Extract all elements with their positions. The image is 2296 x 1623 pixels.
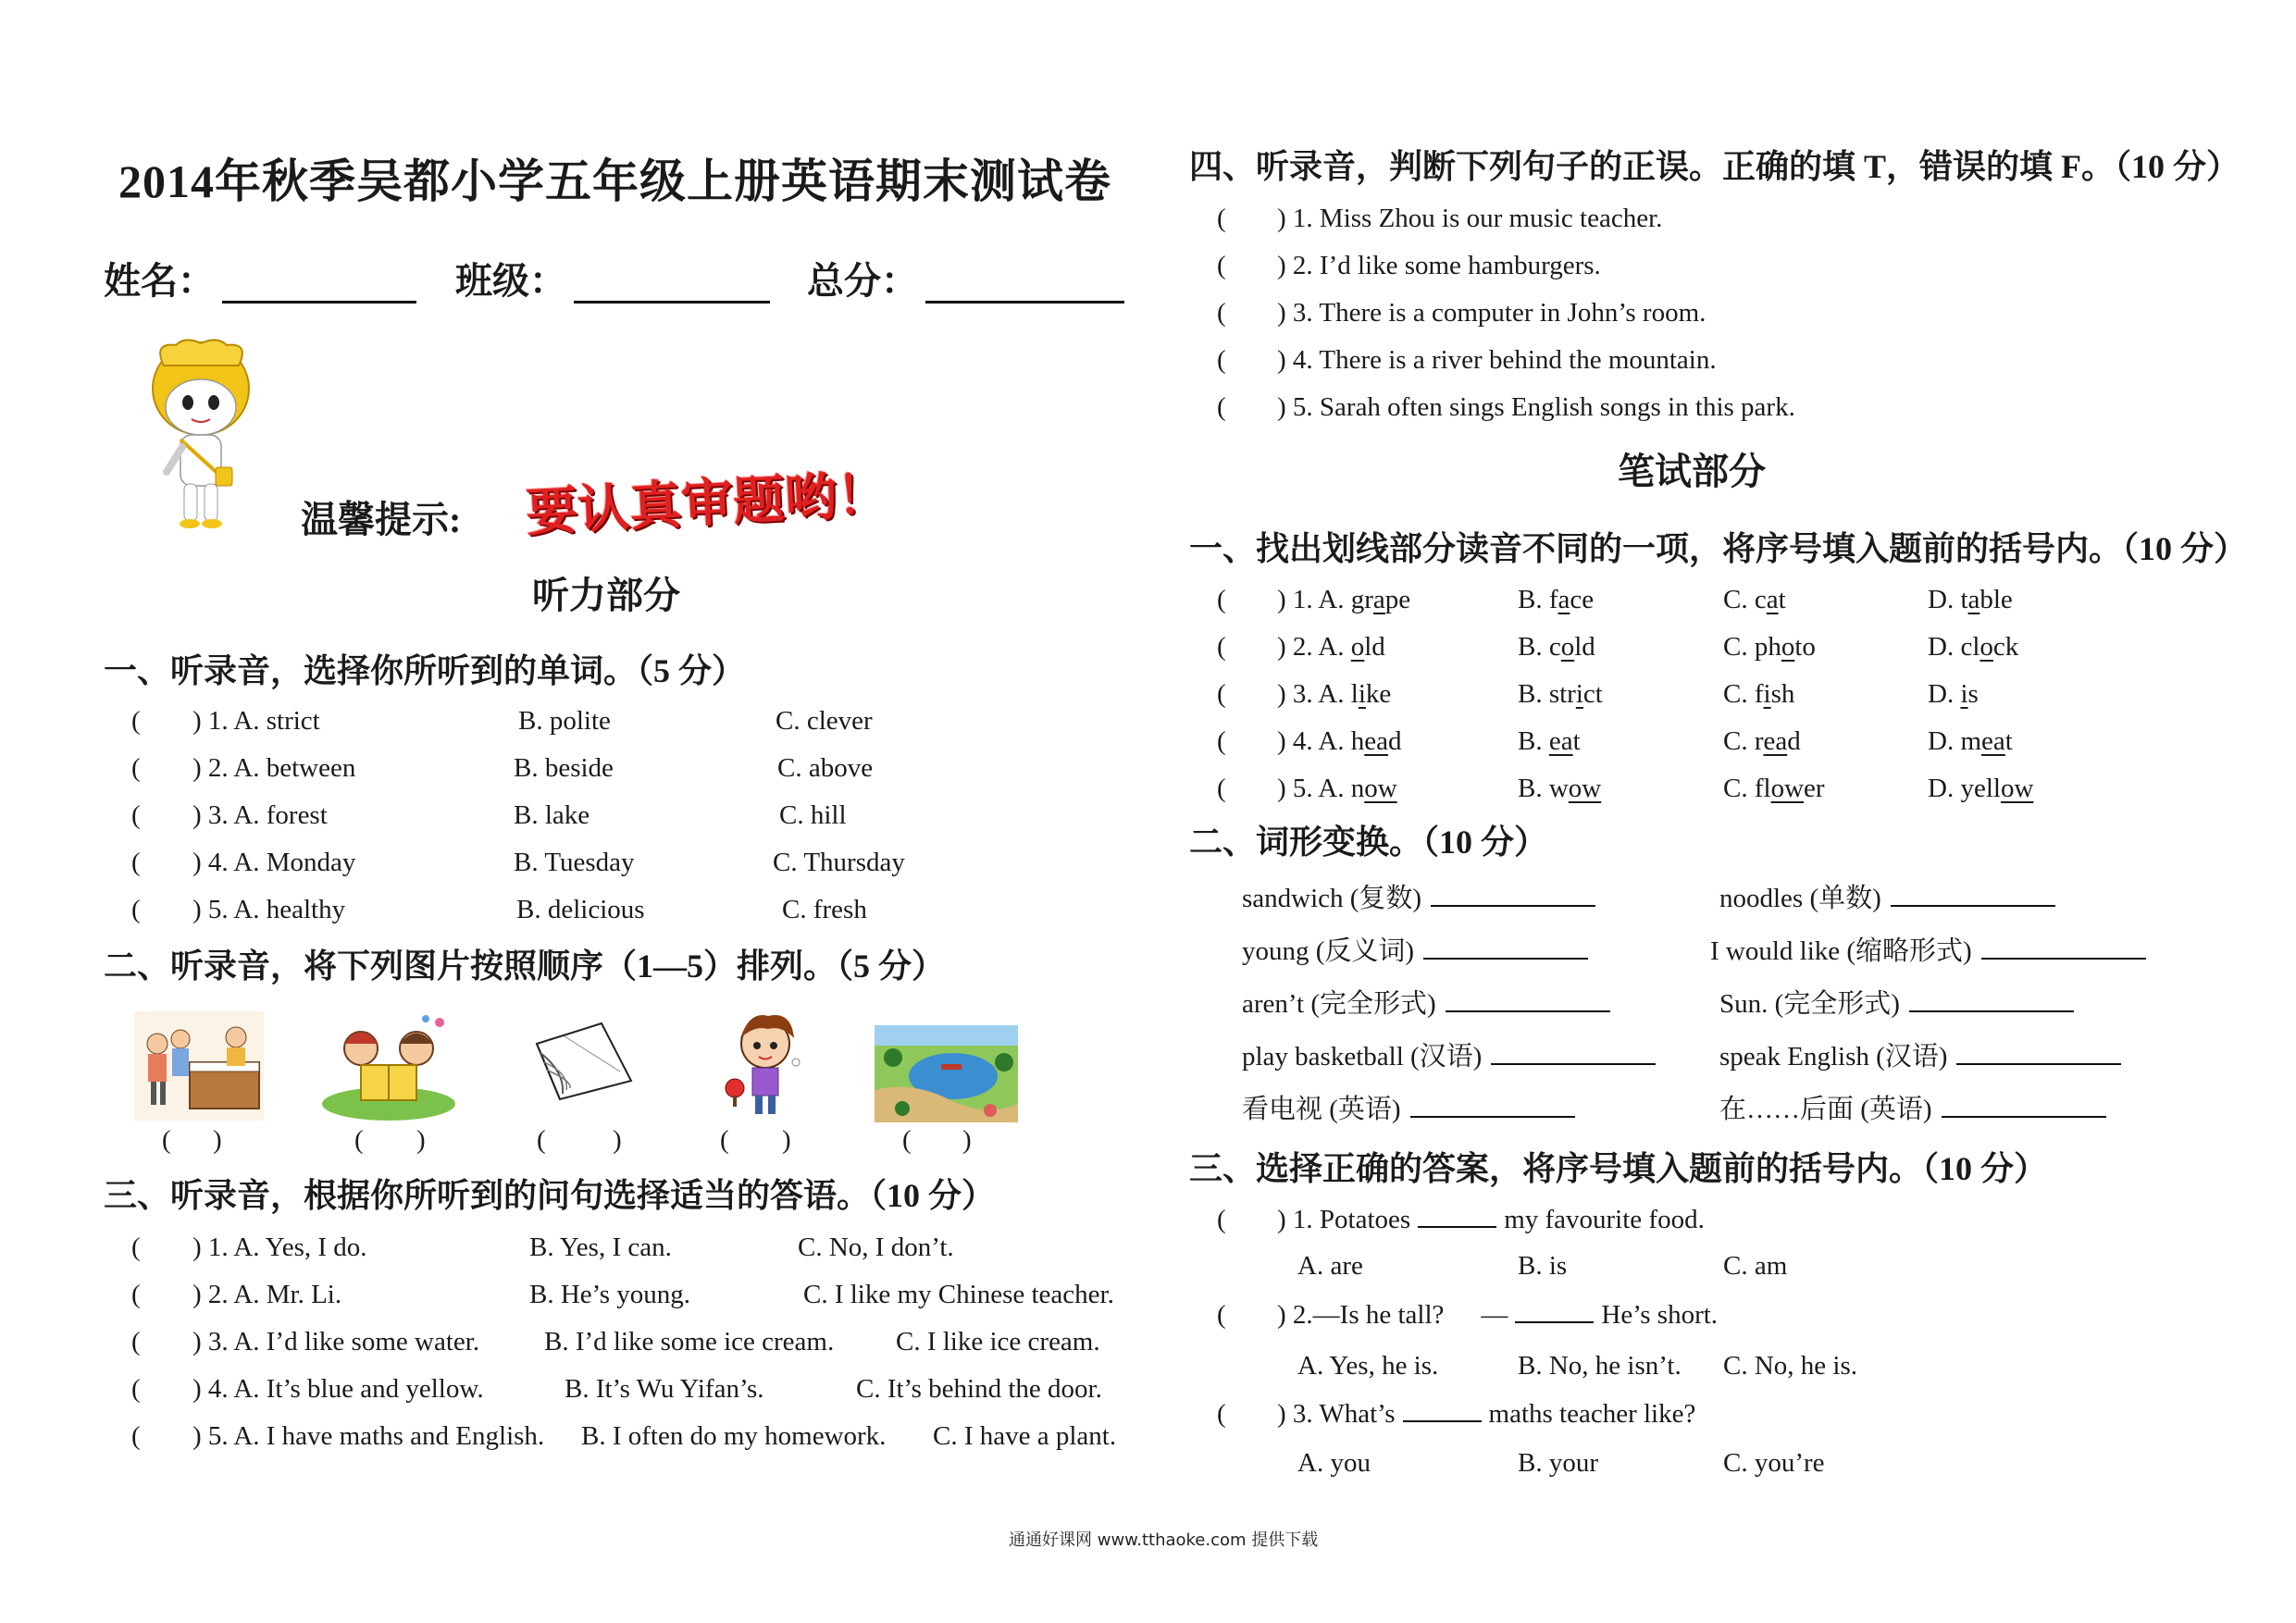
option-a: ) 5. A. now xyxy=(1277,774,1397,803)
class-label: 班级： xyxy=(455,260,566,302)
option-b: B. is xyxy=(1518,1251,1568,1281)
option-a: ) 4. A. head xyxy=(1277,726,1402,756)
answer-paren[interactable]: ( xyxy=(131,706,141,736)
listening-heading: 听力部分 xyxy=(532,575,680,616)
option-a: A. are xyxy=(1297,1251,1363,1281)
option-b: B. strict xyxy=(1518,679,1603,709)
answer-blank[interactable] xyxy=(1491,1062,1656,1065)
answer-blank[interactable] xyxy=(1909,1010,2074,1012)
answer-paren[interactable]: ( xyxy=(1217,251,1226,280)
option-a: ) 3. A. forest xyxy=(192,800,328,830)
answer-paren[interactable]: ( xyxy=(1217,679,1226,709)
option-b: B. Tuesday xyxy=(514,848,635,877)
answer-blank[interactable] xyxy=(1942,1115,2106,1118)
answer-paren[interactable]: ( xyxy=(1217,204,1226,233)
option-d: D. yellow xyxy=(1928,774,2034,803)
word-form-item: noodles (单数) xyxy=(1719,877,2055,915)
option-b: B. He’s young. xyxy=(529,1280,690,1309)
score-field[interactable] xyxy=(925,264,1124,304)
score-label: 总分： xyxy=(807,260,918,302)
answer-paren[interactable]: ( xyxy=(1217,1399,1226,1429)
answer-paren[interactable]: ( xyxy=(131,848,141,877)
tip-stamp: 要认真审题哟！ xyxy=(524,464,890,544)
question-3: ) 3. What’s maths teacher like? xyxy=(1277,1399,1696,1429)
answer-paren-close: ) xyxy=(962,1125,972,1155)
option-c: C. I like my Chinese teacher. xyxy=(803,1280,1114,1309)
option-a: ) 4. A. Monday xyxy=(192,848,356,877)
answer-paren-close: ) xyxy=(416,1125,426,1155)
answer-blank[interactable] xyxy=(1956,1062,2121,1065)
answer-paren[interactable]: ( xyxy=(902,1125,912,1155)
answer-blank[interactable] xyxy=(1515,1320,1594,1323)
option-b: B. cold xyxy=(1518,632,1595,662)
name-label: 姓名： xyxy=(104,260,215,302)
option-b: B. delicious xyxy=(516,895,645,924)
word-form-item: young (反义词) xyxy=(1242,930,1588,968)
answer-paren-close: ) xyxy=(213,1125,222,1155)
answer-blank[interactable] xyxy=(1423,957,1588,960)
option-c: C. It’s behind the door. xyxy=(856,1374,1102,1404)
answer-paren[interactable]: ( xyxy=(162,1125,171,1155)
answer-paren[interactable]: ( xyxy=(131,800,141,830)
option-b: B. It’s Wu Yifan’s. xyxy=(565,1374,764,1404)
option-c: C. I like ice cream. xyxy=(896,1327,1100,1357)
option-a: ) 1. A. Yes, I do. xyxy=(192,1233,367,1262)
answer-paren[interactable]: ( xyxy=(131,1374,141,1404)
answer-paren[interactable]: ( xyxy=(1217,585,1226,614)
word-form-item: 看电视 (英语) xyxy=(1242,1088,1575,1126)
answer-blank[interactable] xyxy=(1981,957,2146,960)
answer-paren[interactable]: ( xyxy=(131,1233,141,1262)
option-d: D. meat xyxy=(1928,726,2013,756)
question-1: ) 1. Potatoes my favourite food. xyxy=(1277,1205,1705,1234)
writing-part3-title: 三、选择正确的答案，将序号填入题前的括号内。（10 分） xyxy=(1189,1150,2048,1187)
writing-part1-title: 一、找出划线部分读音不同的一项，将序号填入题前的括号内。（10 分） xyxy=(1189,530,2248,567)
option-c: C. above xyxy=(777,753,874,783)
option-c: C. No, he is. xyxy=(1723,1351,1857,1381)
option-b: B. No, he isn’t. xyxy=(1518,1351,1682,1381)
option-c: C. am xyxy=(1723,1251,1788,1281)
answer-blank[interactable] xyxy=(1431,904,1595,907)
option-a: ) 1. A. strict xyxy=(192,706,320,736)
option-a: ) 5. A. I have maths and English. xyxy=(192,1421,545,1451)
option-a: ) 2. A. Mr. Li. xyxy=(192,1280,342,1309)
class-field[interactable] xyxy=(574,264,770,304)
listening-part3-title: 三、听录音，根据你所听到的问句选择适当的答语。（10 分） xyxy=(104,1177,996,1214)
option-c: C. No, I don’t. xyxy=(798,1233,954,1262)
word-form-item: 在……后面 (英语) xyxy=(1719,1088,2106,1126)
answer-paren[interactable]: ( xyxy=(537,1125,546,1155)
answer-paren-close: ) xyxy=(782,1125,791,1155)
answer-blank[interactable] xyxy=(1446,1010,1610,1012)
listening-part4-title: 四、听录音，判断下列句子的正误。正确的填 T，错误的填 F。（10 分） xyxy=(1189,148,2240,185)
option-c: C. fish xyxy=(1723,679,1795,709)
option-c: C. flower xyxy=(1723,774,1825,803)
answer-paren[interactable]: ( xyxy=(1217,1300,1226,1330)
reading-kids-picture xyxy=(319,1011,458,1121)
option-a: ) 4. A. It’s blue and yellow. xyxy=(192,1374,484,1404)
option-b: B. eat xyxy=(1518,726,1581,756)
answer-paren[interactable]: ( xyxy=(1217,1205,1226,1234)
word-form-item: play basketball (汉语) xyxy=(1242,1035,1656,1073)
option-b: B. wow xyxy=(1518,774,1602,803)
mascot-image xyxy=(143,338,259,532)
tip-label: 温馨提示: xyxy=(301,499,462,540)
answer-blank[interactable] xyxy=(1410,1115,1575,1118)
option-c: C. fresh xyxy=(782,895,867,924)
answer-paren[interactable]: ( xyxy=(1217,392,1226,422)
word-form-item: Sun. (完全形式) xyxy=(1719,983,2074,1021)
option-c: C. you’re xyxy=(1723,1448,1825,1478)
answer-blank[interactable] xyxy=(1418,1225,1496,1228)
answer-paren[interactable]: ( xyxy=(131,1421,141,1451)
listening-part2-title: 二、听录音，将下列图片按照顺序（1—5）排列。（5 分） xyxy=(104,948,946,985)
statement: ) 2. I’d like some hamburgers. xyxy=(1277,251,1601,280)
option-c: C. hill xyxy=(779,800,847,830)
option-a: A. Yes, he is. xyxy=(1297,1351,1439,1381)
option-b: B. I’d like some ice cream. xyxy=(544,1327,835,1357)
writing-heading: 笔试部分 xyxy=(1618,451,1766,492)
option-c: C. clever xyxy=(776,706,873,736)
answer-blank[interactable] xyxy=(1891,904,2055,907)
option-b: B. I often do my homework. xyxy=(581,1421,887,1451)
page-title: 2014年秋季吴都小学五年级上册英语期末测试卷 xyxy=(118,155,1111,207)
option-c: C. read xyxy=(1723,726,1801,756)
statement: ) 3. There is a computer in John’s room. xyxy=(1277,298,1706,328)
option-a: ) 1. A. grape xyxy=(1277,585,1411,614)
option-a: ) 2. A. between xyxy=(192,753,356,783)
name-field[interactable] xyxy=(222,264,416,304)
answer-paren[interactable]: ( xyxy=(131,1280,141,1309)
piano-picture xyxy=(134,1011,264,1121)
option-a: ) 5. A. healthy xyxy=(192,895,346,924)
option-d: D. clock xyxy=(1928,632,2019,662)
option-d: D. table xyxy=(1928,585,2013,614)
statement: ) 4. There is a river behind the mountain. xyxy=(1277,345,1717,375)
answer-paren[interactable]: ( xyxy=(1217,726,1226,756)
question-2: ) 2.—Is he tall? — He’s short. xyxy=(1277,1300,1719,1330)
option-c: C. Thursday xyxy=(773,848,905,877)
statement: ) 1. Miss Zhou is our music teacher. xyxy=(1277,204,1663,233)
option-b: B. beside xyxy=(514,753,614,783)
option-a: A. you xyxy=(1297,1448,1371,1478)
option-d: D. is xyxy=(1928,679,1979,709)
answer-paren[interactable]: ( xyxy=(131,753,141,783)
word-form-item: aren’t (完全形式) xyxy=(1242,983,1610,1021)
option-b: B. Yes, I can. xyxy=(529,1233,672,1262)
answer-blank[interactable] xyxy=(1403,1419,1482,1422)
answer-paren[interactable]: ( xyxy=(1217,774,1226,803)
option-a: ) 3. A. like xyxy=(1277,679,1392,709)
ping-pong-boy-picture xyxy=(722,1009,810,1120)
statement: ) 5. Sarah often sings English songs in this park. xyxy=(1277,392,1795,422)
answer-paren[interactable]: ( xyxy=(131,1327,141,1357)
answer-paren[interactable]: ( xyxy=(1217,298,1226,328)
answer-paren[interactable]: ( xyxy=(131,895,141,924)
option-a: ) 3. A. I’d like some water. xyxy=(192,1327,480,1357)
writing-part2-title: 二、词形变换。（10 分） xyxy=(1189,824,1548,861)
answer-paren[interactable]: ( xyxy=(1217,345,1226,375)
park-lake-picture xyxy=(875,1025,1018,1122)
answer-paren[interactable]: ( xyxy=(354,1125,364,1155)
answer-paren[interactable]: ( xyxy=(1217,632,1226,662)
option-c: C. photo xyxy=(1723,632,1816,662)
word-form-item: I would like (缩略形式) xyxy=(1710,930,2146,968)
option-b: B. polite xyxy=(518,706,611,736)
word-form-item: speak English (汉语) xyxy=(1719,1035,2121,1073)
listening-part1-title: 一、听录音，选择你所听到的单词。（5 分） xyxy=(104,652,746,689)
option-a: ) 2. A. old xyxy=(1277,632,1385,662)
page-footer: 通通好课网 www.tthaoke.com 提供下载 xyxy=(1009,1530,1319,1550)
option-c: C. cat xyxy=(1723,585,1786,614)
option-b: B. face xyxy=(1518,585,1595,614)
answer-paren-close: ) xyxy=(613,1125,622,1155)
answer-paren[interactable]: ( xyxy=(720,1125,729,1155)
option-b: B. your xyxy=(1518,1448,1598,1478)
option-c: C. I have a plant. xyxy=(933,1421,1117,1451)
sandwich-picture xyxy=(527,1016,639,1109)
word-form-item: sandwich (复数) xyxy=(1242,877,1595,915)
option-b: B. lake xyxy=(514,800,590,830)
